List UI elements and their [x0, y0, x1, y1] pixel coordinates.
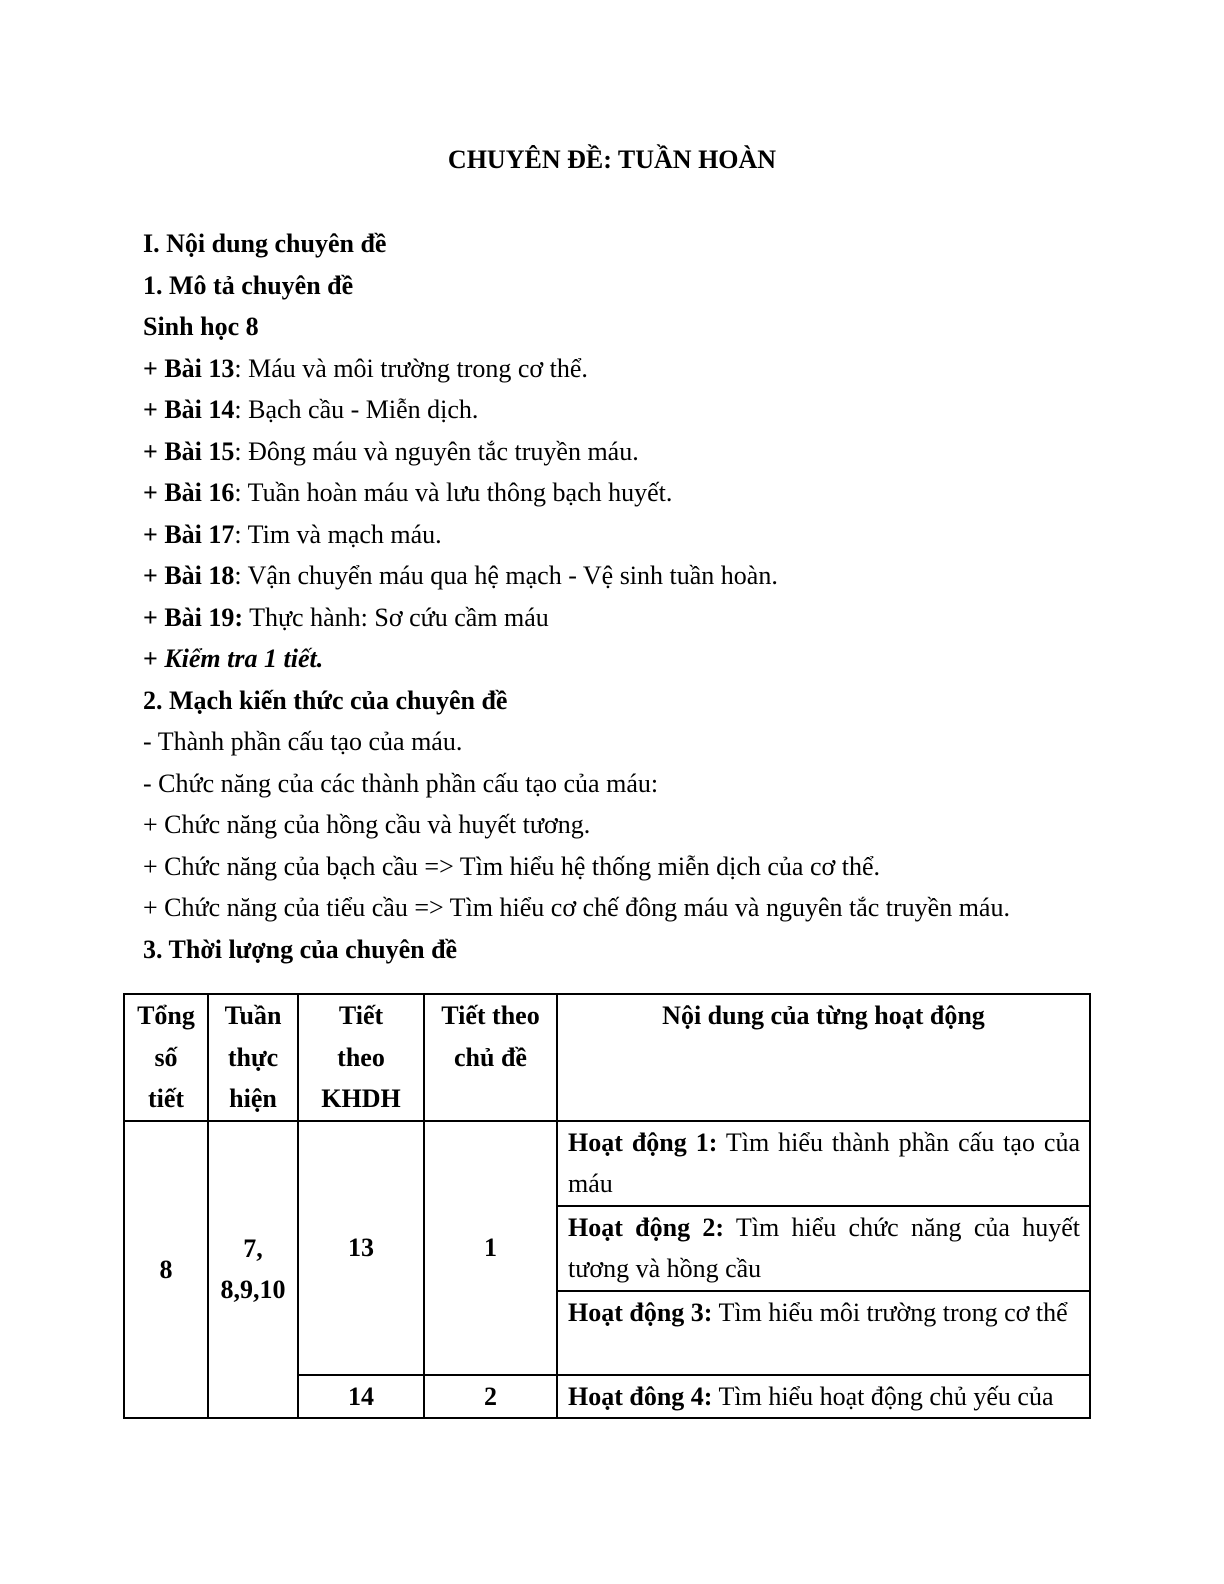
activity-cell: Hoạt động 2: Tìm hiểu chức năng của huyết tương và hồng cầu [557, 1206, 1090, 1291]
table-header-row [124, 994, 1090, 1121]
header-total-periods: Tổng số tiết [124, 994, 208, 1121]
test-item: + Kiểm tra 1 tiết. [143, 644, 324, 673]
lesson-item: + Bài 15: Đông máu và nguyên tắc truyền máu. [143, 436, 639, 466]
lesson-item: + Bài 18: Vận chuyển máu qua hệ mạch - Vệ sinh tuần hoàn. [143, 561, 778, 590]
activity-cell: Hoạt động 3: Tìm hiểu môi trường trong cơ thể [557, 1291, 1090, 1375]
page-title: CHUYÊN ĐỀ: TUẦN HOÀN [447, 145, 777, 174]
subject-label: Sinh học 8 [143, 312, 259, 341]
weeks-cell: 7, 8,9,10 [208, 1121, 298, 1419]
topic-period-cell: 1 [424, 1121, 557, 1375]
subsection-heading: 2. Mạch kiến thức của chuyên đề [143, 685, 508, 715]
knowledge-item: + Chức năng của hồng cầu và huyết tương. [143, 810, 591, 839]
header-week: Tuần thực hiện [208, 994, 298, 1121]
knowledge-item: + Chức năng của bạch cầu => Tìm hiểu hệ thống miễn dịch của cơ thể. [143, 851, 881, 881]
total-periods-cell: 8 [124, 1121, 208, 1419]
khdh-cell: 14 [298, 1375, 424, 1419]
lesson-item: + Bài 19: Thực hành: Sơ cứu cầm máu [143, 602, 549, 632]
schedule-table [123, 993, 1091, 1419]
activity-cell: Hoạt đông 4: Tìm hiểu hoạt động chủ yếu của [557, 1375, 1090, 1419]
knowledge-item: - Chức năng của các thành phần cấu tạo của máu: [143, 768, 659, 798]
knowledge-item: + Chức năng của tiểu cầu => Tìm hiểu cơ chế đông máu và nguyên tắc truyền máu. [143, 893, 1010, 922]
lesson-item: + Bài 16: Tuần hoàn máu và lưu thông bạch huyết. [143, 478, 673, 507]
header-activity-content: Nội dung của từng hoạt động [557, 994, 1090, 1121]
section-heading: I. Nội dung chuyên đề [143, 229, 387, 258]
subsection-heading: 3. Thời lượng của chuyên đề [143, 934, 458, 964]
document-body [143, 223, 1103, 970]
topic-period-cell: 2 [424, 1375, 557, 1419]
table-row [124, 1121, 1090, 1206]
lesson-item: + Bài 13: Máu và môi trường trong cơ thể. [143, 353, 588, 383]
knowledge-item: - Thành phần cấu tạo của máu. [143, 727, 463, 756]
header-khdh: Tiết theo KHDH [298, 994, 424, 1121]
activity-cell: Hoạt động 1: Tìm hiểu thành phần cấu tạo của máu [557, 1121, 1090, 1206]
lesson-item: + Bài 14: Bạch cầu - Miễn dịch. [143, 395, 479, 424]
subsection-heading: 1. Mô tả chuyên đề [143, 270, 354, 300]
khdh-cell: 13 [298, 1121, 424, 1375]
header-topic-period: Tiết theo chủ đề [424, 994, 557, 1121]
lesson-item: + Bài 17: Tim và mạch máu. [143, 519, 442, 549]
